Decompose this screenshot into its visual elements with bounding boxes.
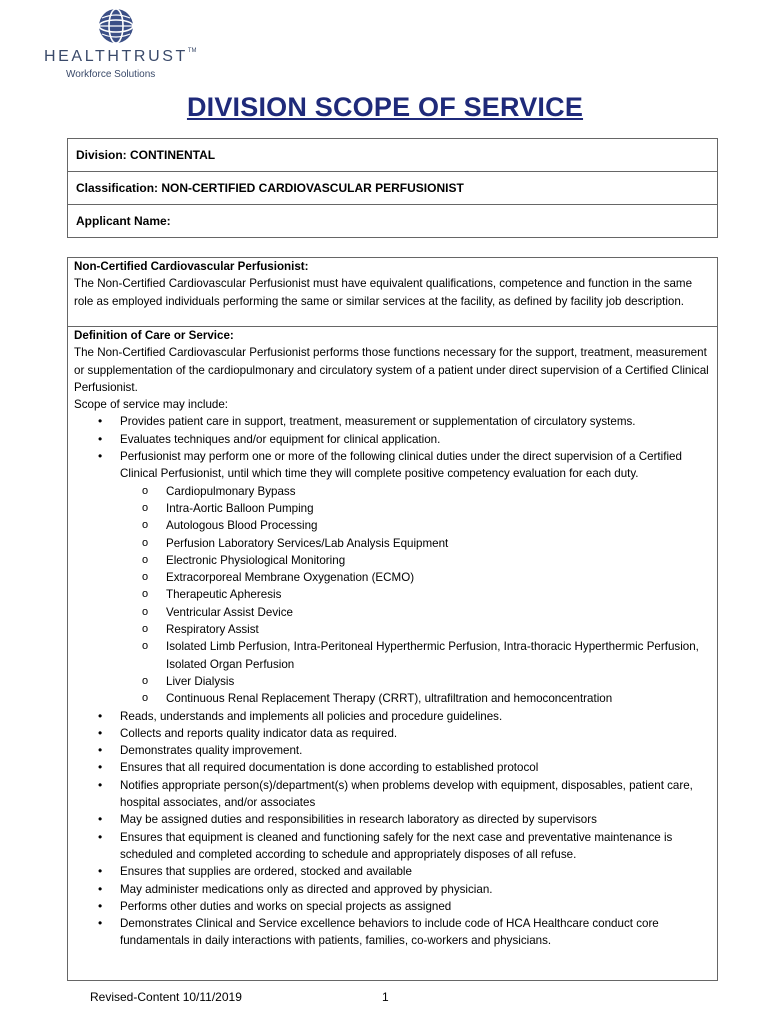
- page-number: 1: [382, 990, 389, 1004]
- division-field: Division: CONTINENTAL: [68, 139, 718, 172]
- sub-list-item: o Extracorporeal Membrane Oxygenation (ECMO): [74, 569, 712, 586]
- sub-list-item: o Cardiopulmonary Bypass: [74, 483, 712, 500]
- sub-list-item: o Ventricular Assist Device: [74, 604, 712, 621]
- list-item: • Reads, understands and implements all policies and procedure guidelines.: [74, 708, 712, 725]
- clinical-duties-list: [74, 483, 712, 708]
- definition-body: The Non-Certified Cardiovascular Perfusionist performs those functions necessary for the support, treatment, measurement or supplementation of the cardiopulmonary and circulatory system of a patient under direct supervision of a Certified Clinical Perfusionist.: [74, 346, 709, 394]
- list-item: • Perfusionist may perform one or more of the following clinical duties under the direct supervision of a Certified Clinical Perfusionist, until which time they will complete positive competency evaluation for each duty.: [74, 448, 712, 483]
- healthtrust-logo: [44, 6, 204, 86]
- sub-list-item: o Liver Dialysis: [74, 673, 712, 690]
- list-item: • Demonstrates Clinical and Service excellence behaviors to include code of HCA Healthcare conduct core fundamentals in daily interactions with patients, families, co-workers and physicians.: [74, 915, 712, 950]
- list-item: • May be assigned duties and responsibilities in research laboratory as directed by supervisors: [74, 811, 712, 828]
- responsibilities-list: [74, 708, 712, 950]
- list-item: • Ensures that equipment is cleaned and functioning safely for the next case and preventative maintenance is scheduled and completed according to schedule and appropriately disposes of all refuse.: [74, 829, 712, 864]
- revision-date: Revised-Content 10/11/2019: [90, 990, 242, 1004]
- list-item: • May administer medications only as directed and approved by physician.: [74, 881, 712, 898]
- list-item: • Demonstrates quality improvement.: [74, 742, 712, 759]
- list-item: • Notifies appropriate person(s)/department(s) when problems develop with equipment, disposables, patient care, hospital associates, and/or associates: [74, 777, 712, 812]
- sub-list-item: o Electronic Physiological Monitoring: [74, 552, 712, 569]
- logo-name: HEALTHTRUST™: [44, 48, 197, 65]
- sub-list-item: o Therapeutic Apheresis: [74, 586, 712, 603]
- scope-intro: Scope of service may include:: [74, 398, 229, 412]
- sub-list-item: o Perfusion Laboratory Services/Lab Analysis Equipment: [74, 535, 712, 552]
- list-item: • Collects and reports quality indicator data as required.: [74, 725, 712, 742]
- sub-list-item: o Continuous Renal Replacement Therapy (CRRT), ultrafiltration and hemoconcentration: [74, 690, 712, 707]
- list-item: • Performs other duties and works on special projects as assigned: [74, 898, 712, 915]
- list-item: • Provides patient care in support, treatment, measurement or supplementation of circulatory systems.: [74, 413, 712, 430]
- sub-list-item: o Intra-Aortic Balloon Pumping: [74, 500, 712, 517]
- list-item: • Evaluates techniques and/or equipment for clinical application.: [74, 431, 712, 448]
- role-body: The Non-Certified Cardiovascular Perfusionist must have equivalent qualifications, competence and function in the same role as employed individuals performing the same or similar services at the facility, as defined by facility job description.: [74, 277, 693, 308]
- logo-subtitle: Workforce Solutions: [66, 69, 156, 80]
- definition-heading: Definition of Care or Service:: [74, 329, 234, 342]
- role-section: [67, 257, 718, 327]
- applicant-name-field: Applicant Name:: [68, 205, 718, 238]
- sub-list-item: o Isolated Limb Perfusion, Intra-Peritoneal Hyperthermic Perfusion, Intra-thoracic Hyperthermic Perfusion, Isolated Organ Perfusion: [74, 638, 712, 673]
- info-table: [67, 138, 718, 238]
- definition-section: [67, 327, 718, 981]
- sub-list-item: o Autologous Blood Processing: [74, 517, 712, 534]
- scope-list: [74, 413, 712, 482]
- list-item: • Ensures that supplies are ordered, stocked and available: [74, 863, 712, 880]
- globe-icon: [96, 6, 136, 46]
- sub-list-item: o Respiratory Assist: [74, 621, 712, 638]
- list-item: • Ensures that all required documentation is done according to established protocol: [74, 759, 712, 776]
- classification-field: Classification: NON-CERTIFIED CARDIOVASCULAR PERFUSIONIST: [68, 172, 718, 205]
- page-title: DIVISION SCOPE OF SERVICE: [186, 92, 584, 122]
- role-heading: Non-Certified Cardiovascular Perfusionist:: [74, 260, 309, 273]
